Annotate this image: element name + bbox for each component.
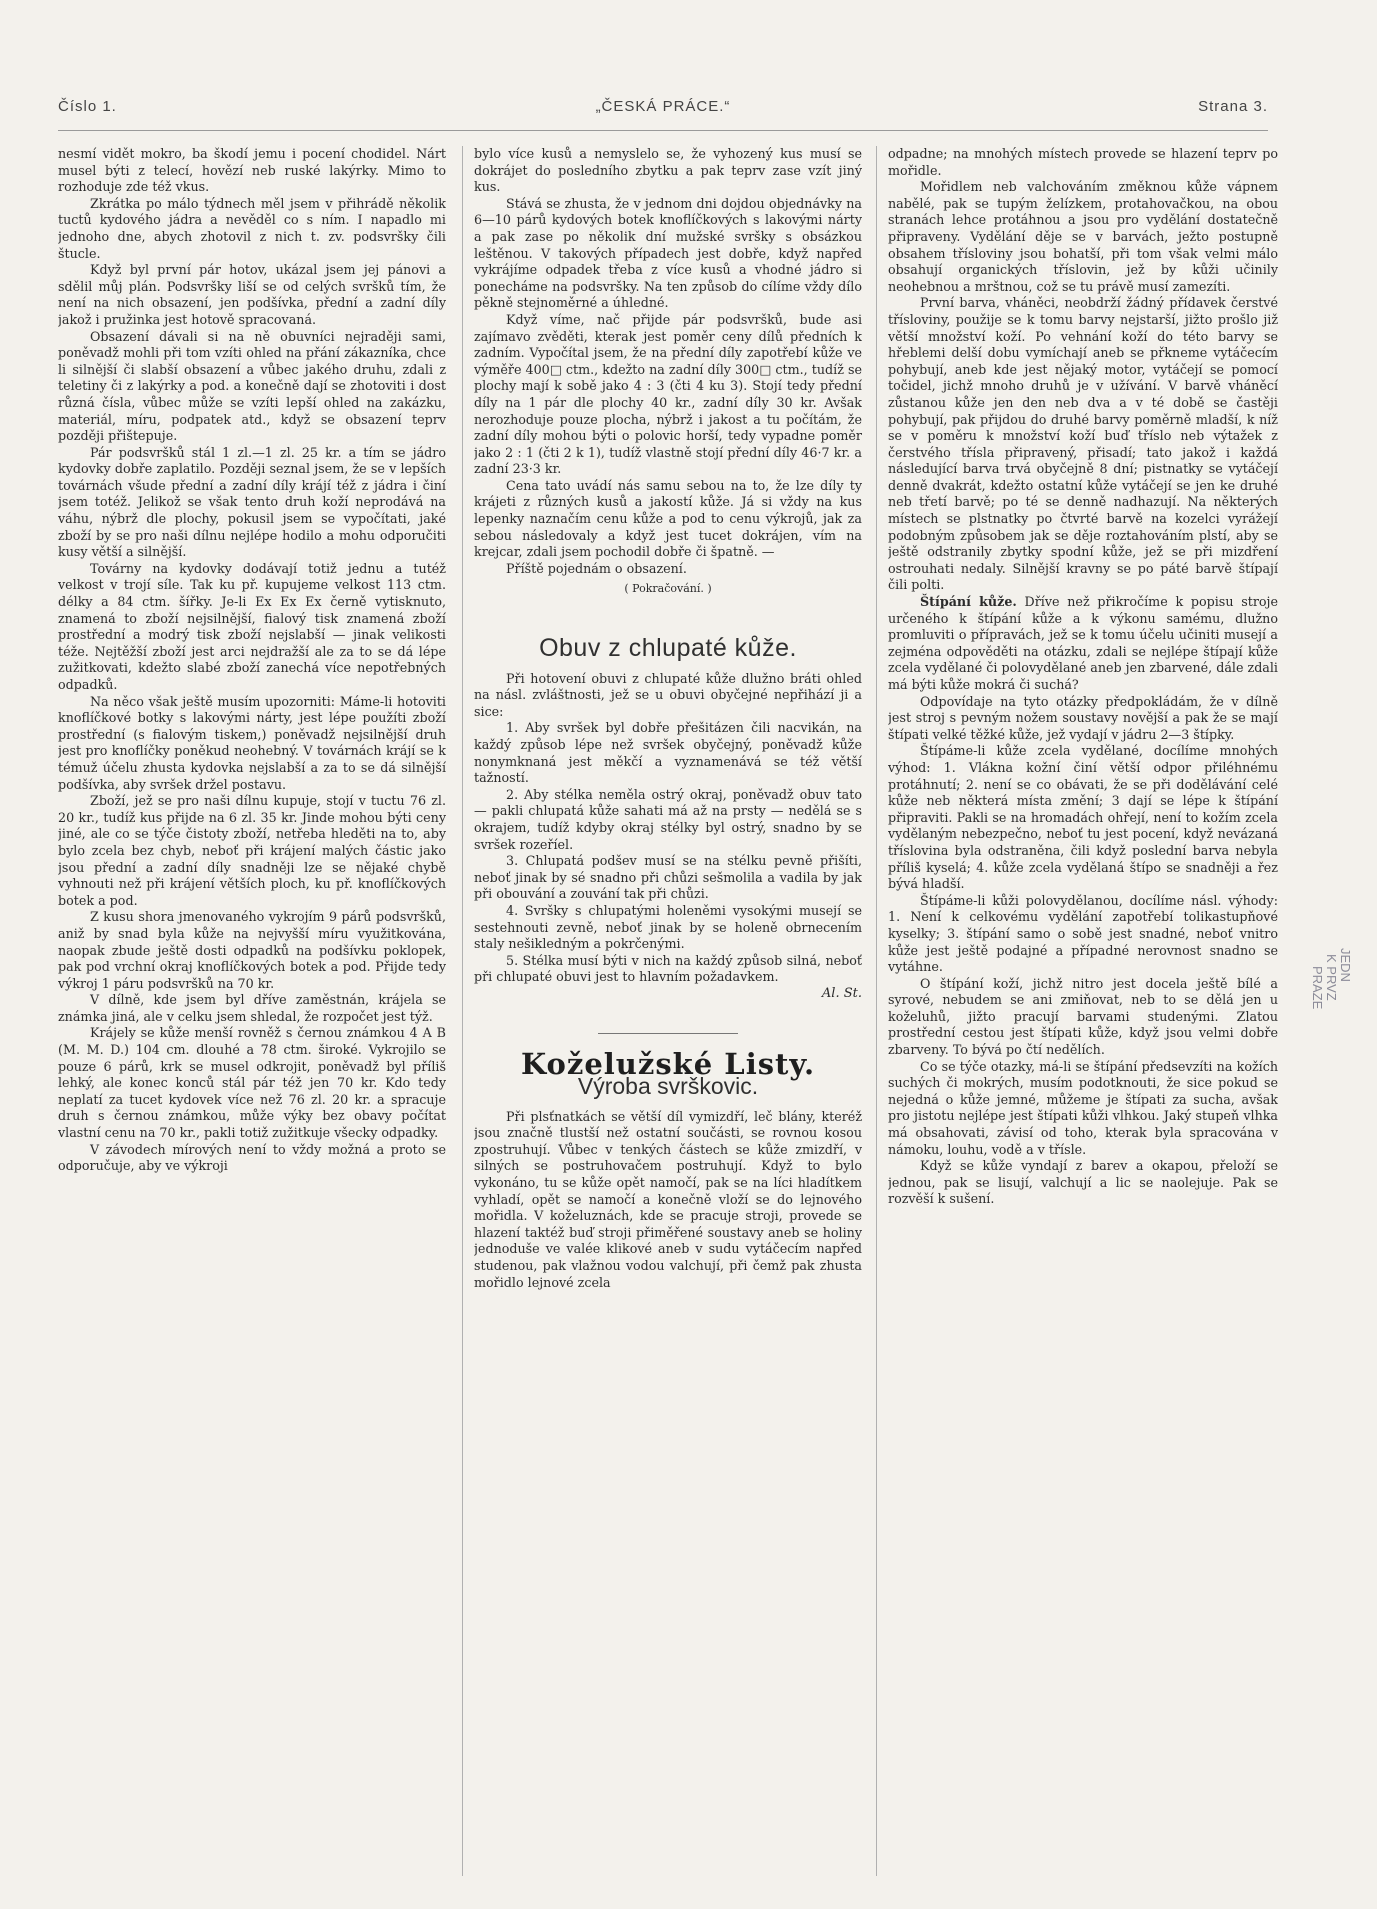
column-2 [474,146,862,1876]
paragraph: bylo více kusů a nemyslelo se, že vyhozený kus musí se dokrájet do posledního zbytku a pak teprv zase vzít jiný kus. [474,146,862,195]
paragraph: První barva, vháněci, neobdrží žádný přídavek čerstvé třísloviny, použije se k tomu barvy nejstarší, jižto prošlo již větší množství koží. Po vehnání koží do této barvy se hřeblemi delší dobu vymíchají aneb se přkneme vytáčecím pohybují, aneb kde jest nějaký motor, vytáčejí se pomocí točidel, jichž mnoho druhů je v užívání. V barvě vháněcí zůstanou kůže jen den neb dva a v té době se častěji pohybují, pak přijdou do druhé barvy poměrně mladší, k níž se v poměru k množství koží buď tříslo neb výtažek z čerstvého třísla připravený, přisadí; tato jakož i každá následující barva trvá obyčejně 8 dní; pistnatky se vytáčejí denně dvakrát, kdežto ostatní kůže vytáčejí se jen ke druhé neb třetí barvě; po té se denně nadhazují. Na některých místech se plstnatky po čtvrté barvě na kozelci vyrážejí podobným způsobem jak se děje roztahováním plstí, aby se ještě odstranily zbytky spodní kůže, jež se při mizdření ostrouhati nedaly. Silnější kravny se po páté barvě štípají čili polti. [888,295,1278,593]
page-number: Strana 3. [1198,98,1268,115]
column-3 [888,146,1278,1876]
page-header [58,98,1268,122]
paragraph: V dílně, kde jsem byl dříve zaměstnán, krájela se známka jiná, ale v celku jsem shledal, že rozpočet jest týž. [58,992,446,1024]
paragraph: Štípáme-li kůže zcela vydělané, docílíme mnohých výhod: 1. Vlákna kožní činí větší odpor přiléhnému protáhnutí; 2. není se co obávati, že se při dodělávání celé kůže neb některá místa změní; 3 dají se lépe k štípání připraviti. Pakli se na hromadách ohřejí, není to kožím zcela vydělaným nebezpečno, neboť tu jest pocení, když nevázaná tříslovina byla odstraněna, čili když poslední barva nebyla příliš kyselá; 4. kůže zcela vydělaná štípo se snadněji a řez bývá hladší. [888,743,1278,892]
paragraph: Co se týče otazky, má-li se štípání předsevzíti na kožích suchých či mokrých, musím podotknouti, že sice pokud se nejedná o kůže jemné, můžeme je štípati za sucha, avšak pro jistotu nejlépe jest štípati kůži vlhkou. Jaký stupeň vlhka má obsahovati, závisí od toho, kterak byla spracována v námoku, louhu, vodě a v třísle. [888,1058,1278,1157]
paragraph: Cena tato uvádí nás samu sebou na to, že lze díly ty krájeti z různých kusů a jakostí kůže. Já si vždy na kus lepenky naznačím cenu kůže a pod to cenu výkrojů, jak za sebou následovaly a když jest tucet dokrájen, vím na krejcar, zdali jsem pochodil dobře či špatně. — [474,477,862,560]
newspaper-title: „ČESKÁ PRÁCE.“ [595,98,731,115]
paragraph: Štípáme-li kůži polovydělanou, docílíme násl. výhody: 1. Není k celkovému vydělání zapotřebí tolikastupňové kyselky; 3. štípání samo o sobě jest snadné, neboť vnitro kůže jest ještě podajné a případné nerovnost snadno se vytáhne. [888,892,1278,975]
paragraph: Stává se zhusta, že v jednom dni dojdou objednávky na 6—10 párů kydových botek knoflíčkových s lakovými nárty a pak zase po několik dní mužské svršky s obsázkou leštěnou. V takových případech jest dobře, když napřed vykrájíme odpadek třeba z více kusů a vhodné jádro si ponecháme na podsvršky. Na ten způsob do cílíme vždy dílo pěkně stejnoměrné a úhledné. [474,195,862,311]
paragraph: Krájely se kůže menší rovněž s černou známkou 4 A B (M. M. D.) 104 cm. dlouhé a 78 ctm. široké. Vykrojilo se pouze 6 párů, krk se musel odkrojit, poněvadž byl příliš lehký, ale konec konců stál pár též jen 70 kr. Kdo tedy neplatí za tucet kydovek více než 76 zl. 20 kr. a spracuje druh s černou známkou, může výky bez obavy počítat vlastní cenu na 70 kr., pakli totiž zužitkuje všecky odpadky. [58,1025,446,1141]
continuation-note: ( Pokračování. ) [624,582,712,596]
paragraph: Když se kůže vyndají z barev a okapou, přeloží se jednou, pak se lisují, valchují a lic se naolejuje. Pak se rozvěší k sušení. [888,1158,1278,1207]
paragraph: Když víme, nač přijde pár podsvršků, bude asi zajímavo zvěděti, kterak jest poměr ceny dílů předních k zadním. Vypočítal jsem, že na přední díly zapotřebí kůže ve výměře 400□ ctm., kdežto na zadní díly 300□ ctm., tudíž se plochy mají k sobě jako 4 : 3 (čti 4 ku 3). Stojí tedy přední díly na 1 pár dle plochy 40 kr., zadní díly 30 kr. Avšak nerozhoduje pouze plocha, nýbrž i jakost a tu počítám, že zadní díly mohou býti o polovic horší, tedy vypadne poměr jako 2 : 1 (čti 2 k 1), tudíž vlastně stojí přední díly 46·7 kr. a zadní 23·3 kr. [474,311,862,477]
paragraph: 3. Chlupatá podšev musí se na stélku pevně přišíti, neboť jinak by sé snadno při chůzi sešmolila a vadila by jak při obouvání a zouvání tak při chůzi. [474,853,862,902]
column-divider [876,146,877,1876]
paragraph: nesmí vidět mokro, ba škodí jemu i pocení chodidel. Nárt musel býti z telecí, hovězí neb ruské lakýrky. Mimo to rozhoduje zde též vkus. [58,146,446,195]
paragraph: 4. Svršky s chlupatými holeněmi vysokými musejí se sestehnouti zevně, neboť jinak by se holeně obrnecením staly nešikledným a pokrčenými. [474,902,862,952]
paragraph: 1. Aby svršek byl dobře přešitázen čili nacvikán, na každý způsob lépe než svršek obyčejný, poněvadž kůže nonymknaná jest měkčí a vyznamenává se též větší tažností. [474,720,862,786]
paragraph: Při plsťnatkách se větší díl vymizdří, leč blány, kteréž jsou značně tlustší než ostatní součásti, se rovnou kosou zpostruhují. Vůbec v tenkých částech se kůže zmizdří, v silných se postruhovačem postruhují. Když to bylo vykonáno, tu se kůže opět namočí, pak se na líci hladítkem vyhladí, opět se namočí a konečně vloží se do lejnového mořidla. V koželuznách, kde se pracuje stroji, provede se hlazení taktéž buď stroji přiměřené soustavy aneb se holiny jednoduše ve valée klikové aneb v sudu vytáčecím napřed studenou, pak vlažnou vodou valchují, při čemž pak zhusta mořidlo lejnové zcela [474,1108,862,1290]
column-divider [462,146,463,1876]
paragraph: Zkrátka po málo týdnech měl jsem v přihrádě několik tuctů kydového jádra a nevěděl co s ním. I napadlo mi jednoho dne, abych zhotovil z nich t. zv. podsvršky čili štucle. [58,195,446,261]
paragraph: Štípání kůže. Dříve než přikročíme k popisu stroje určeného k štípání kůže a k výkonu samému, dlužno promluviti o přípravách, jež se k tomu účelu učiniti musejí a zejména odpověděti na otázku, zdali se nejlépe štípají kůže zcela vydělané či polovydělané aneb jen zbarvené, dále zdali má býti kůže mokrá či suchá? [888,594,1278,692]
author-signature: Al. St. [821,985,862,1001]
paragraph: Na něco však ještě musím upozorniti: Máme-li hotoviti knoflíčkové botky s lakovými nárty, jest lépe použíti zboží prostřední (s fialovým tiskem,) poněvadž nejsilnější druh jest pro knoflíčky poněkud neohebný. V továrnách krájí se k témuž účelu zhusta kydovka nejslabší a za to se dá silnější podšívka, aby svršek držel postavu. [58,693,446,792]
paragraph: Obsazení dávali si na ně obuvníci nejraději sami, poněvadž mohli při tom vzíti ohled na přání zákazníka, chce li silnější či slabší obsazení a vůbec jakého druhu, zdali z teletiny či z lakýrky a pod. a konečně dají se zhotoviti i dost různá čísla, vůbec může se vzíti lepší ohled na zakázku, materiál, míru, podpatek atd., když se obsazení teprv později přištepuje. [58,328,446,444]
issue-number: Číslo 1. [58,98,117,115]
paragraph: Z kusu shora jmenovaného vykrojím 9 párů podsvršků, aniž by snad byla kůže na nejvyšší míru využitkována, naopak zbude ještě dosti odpadků na podšívku poklopek, pak pod vrchní okraj knoflíčkových botek a pod. Přijde tedy výkroj 1 páru podsvršků na 70 kr. [58,909,446,991]
paragraph: O štípání koží, jichž nitro jest docela ještě bílé a syrové, nebudem se ani zmiňovat, neb to se dělá jen u koželuhů, jižto pracují barvami studenými. Zlatou prostřední cestou jest štípati kůže, když jsou velmi dobře zbarveny. To bývá po čtí nedělích. [888,975,1278,1058]
paragraph: Při hotovení obuvi z chlupaté kůže dlužno bráti ohled na násl. zvláštnosti, jež se u obuvi obyčejné nepřihází ji a sice: [474,670,862,719]
paragraph: 5. Stélka musí býti v nich na každý způsob silná, neboť při chlupaté obuvi jest to hlavním požadavkem. [474,952,862,985]
article-title: Obuv z chlupaté kůže. [539,634,797,663]
paragraph: 2. Aby stélka neměla ostrý okraj, poněvadž obuv tato — pakli chlupatá kůže sahati má až na prsty — nedělá se s okrajem, tudíž kdyby okraj stélky byl ostrý, snadno by se svršek rozeříel. [474,786,862,852]
header-rule [58,130,1268,131]
paragraph: Zboží, jež se pro naši dílnu kupuje, stojí v tuctu 76 zl. 20 kr., tudíž kus přijde na 6 zl. 35 kr. Jinde mohou býti ceny jiné, ale co se týče čistoty zboží, netřeba hleděti na to, aby bylo zcela bez chyb, neboť při krájení malých částic jako jsou přední a zadní díly snadněji lze se nějaké chybě vyhnouti než při krájení větších ploch, ku př. knoflíčkových botek a pod. [58,793,446,908]
library-stamp: JEDN K PRVZ PRAZE [1310,948,1353,1010]
supplement-masthead: Koželužské Listy. [520,1046,816,1081]
paragraph: Když byl první pár hotov, ukázal jsem jej pánovi a sdělil můj plán. Podsvršky liší se od celých svršků tím, že není na nich obsazení, jen podšívka, přední a zadní díly jakož i pružinka jest hotově spracovaná. [58,262,446,327]
paragraph: Odpovídaje na tyto otázky předpokládám, že v dílně jest stroj s pevným nožem soustavy novější a pak že se mají štípati velké těžké kůže, jež vydají v jádru 2—3 štípky. [888,693,1278,742]
paragraph: Továrny na kydovky dodávají totiž jednu a tutéž velkost v trojí síle. Tak ku př. kupujeme velkost 113 ctm. délky a 84 ctm. šířky. Je-li Ex Ex Ex černě vytisknuto, znamená to zboží nejsilnější, fialový tisk znamená zboží prostřední a modrý tisk zboží nejslabší — jinak velikosti téže. Nejtěžší zboží jest arci nejdražší ale za to se dá lépe zužitkovati, kdežto slabé zboží zanechá více nepotřebných odpadků. [58,560,446,692]
subheading: Štípání kůže. [920,594,1017,610]
section-divider [598,1033,738,1034]
paragraph: Mořidlem neb valchováním změknou kůže vápnem nabělé, pak se tupým želízkem, protahovačkou, na obou stranách lehce protáhnou a jsou pro vydělání dostatečně připraveny. Vydělání děje se v barvách, ježto postupně obsahem třísloviny jsou bohatší, při tom však velmi málo obsahují organických tříslovin, jež by kůži učinily neohebnou a mrštnou, což se tu právě musí zamezíti. [888,179,1278,294]
column-1 [58,146,446,1876]
paragraph: odpadne; na mnohých místech provede se hlazení teprv po mořidle. [888,146,1278,178]
article-title: Výroba svrškovic. [577,1073,759,1100]
paragraph: V závodech mírových není to vždy možná a proto se odporučuje, aby ve výkroji [58,1141,446,1174]
paragraph: Pár podsvršků stál 1 zl.—1 zl. 25 kr. a tím se jádro kydovky dobře zaplatilo. Později seznal jsem, že se v lepších továrnách všude přední a zadní díly krájí též z jádra i činí jsem totéž. Jelikož se však tento druh koží neprodává na váhu, nýbrž dle plochy, pokusil jsem se vypočítati, jaké zboží by se pro naši dílnu nejlépe hodilo a mohu odporučiti kusy větší a silnější. [58,444,446,560]
paragraph: Příště pojednám o obsazení. [506,560,687,576]
